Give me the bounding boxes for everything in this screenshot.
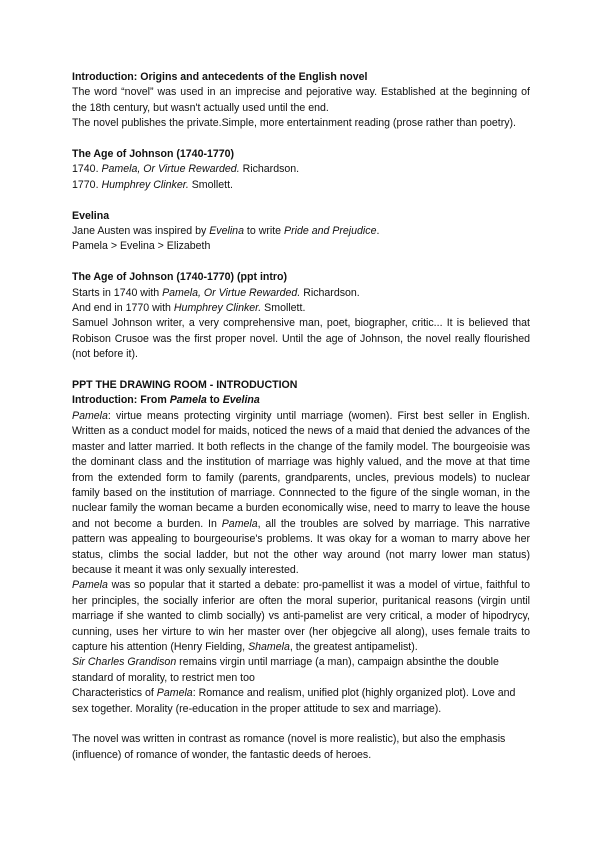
document-page bbox=[72, 70, 530, 763]
paragraph: The word “novel” was used in an imprecise and pejorative way. Established at the beginning of the 18th century, but wasn't actually used until the end. bbox=[72, 86, 530, 114]
paragraph: The novel publishes the private.Simple, more entertainment reading (prose rather than poetry). bbox=[72, 117, 516, 130]
section-subheading: Introduction: From Pamela to Evelina bbox=[72, 394, 260, 407]
timeline-line: And end in 1770 with Humphrey Clinker. Smollett. bbox=[72, 302, 306, 315]
section-heading: Introduction: Origins and antecedents of the English novel bbox=[72, 71, 368, 83]
paragraph: Samuel Johnson writer, a very comprehensive man, poet, biographer, critic... It is believed that Robison Crusoe was the first proper novel. Until the age of Johnson, the novel really flourished (not before it). bbox=[72, 317, 530, 361]
timeline-line: 1770. Humphrey Clinker. Smollett. bbox=[72, 178, 233, 191]
paragraph: Characteristics of Pamela: Romance and realism, unified plot (highly organized plot). Love and sex together. Morality (re-education in the proper attitude to sex and marriage). bbox=[72, 687, 516, 715]
section-heading: The Age of Johnson (1740-1770) bbox=[72, 148, 235, 161]
paragraph: Pamela was so popular that it started a debate: pro-pamellist it was a model of virtue, faithful to her principles, the socially inferior are often the moral superior, puritanical reasons (virgin until marriage if she wanted to climb socially) vs anti-pamelist are very critical, a moder of hipodrycy, cunning, uses her virture to win her master over (her objegcive all along), uses female traits to capture his attention (Henry Fielding, Shamela, the greatest antipamelist). bbox=[72, 579, 530, 653]
section-heading: Evelina bbox=[72, 209, 110, 222]
paragraph: Pamela: virtue means protecting virginity until marriage (women). First best seller in English. Written as a conduct model for maids, noticed the news of a maid that denied the advances of the master and latter married. It both reflects in the change of the family model. The bourgeoisie was the dominant class and the institution of marriage was highly valued, and the move at that time from the extended form to family (parents, grandparents, uncles, previous models) to nuclear family based on the institution of marriage. Connnected to the figure of the single woman, in the nuclear family the woman became a burden economically wise, need to marry to leave the house and not become a burden. In Pamela, all the troubles are solved by marriage. This narrative pattern was appealing to bourgeourise's problems. It was okay for a woman to marry above her status, climbs the social ladder, but not the other way around (not marry lower man status) because it meant it was only sexually interested. bbox=[72, 409, 530, 576]
paragraph: Jane Austen was inspired by Evelina to write Pride and Prejudice. bbox=[72, 225, 380, 238]
timeline-line: Starts in 1740 with Pamela, Or Virtue Rewarded. Richardson. bbox=[72, 286, 360, 299]
paragraph: Pamela > Evelina > Elizabeth bbox=[72, 240, 211, 253]
paragraph: Sir Charles Grandison remains virgin until marriage (a man), campaign absinthe the double standard of morality, to restrict men too bbox=[72, 656, 499, 684]
section-heading: PPT THE DRAWING ROOM - INTRODUCTION bbox=[72, 379, 298, 392]
section-heading: The Age of Johnson (1740-1770) (ppt intro) bbox=[72, 271, 288, 284]
paragraph: The novel was written in contrast as romance (novel is more realistic), but also the emphasis (influence) of romance of wonder, the fantastic deeds of heroes. bbox=[72, 733, 506, 761]
timeline-line: 1740. Pamela, Or Virtue Rewarded. Richardson. bbox=[72, 163, 300, 176]
